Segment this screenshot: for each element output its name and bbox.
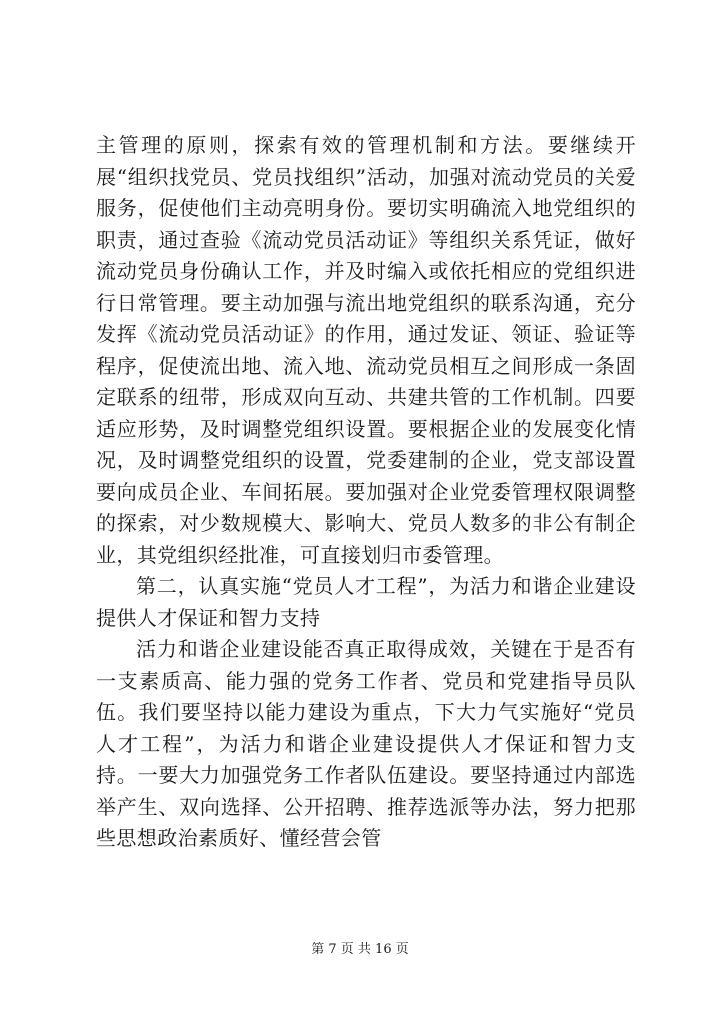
document-body bbox=[96, 130, 636, 855]
paragraph-body: 活力和谐企业建设能否真正取得成效，关键在于是否有一支素质高、能力强的党务工作者、党员和党建指导员队伍。我们要坚持以能力建设为重点，下大力气实施好“党员人才工程”，为活力和谐企业建设提供人才保证和智力支持。一要大力加强党务工作者队伍建设。要坚持通过内部选举产生、双向选择、公开招聘、推荐选派等办法，努力把那些思想政治素质好、懂经营会管 bbox=[96, 637, 636, 850]
page-number-footer: 第 7 页 共 16 页 bbox=[311, 942, 409, 957]
section-heading-paragraph: 第二，认真实施“党员人才工程”，为活力和谐企业建设提供人才保证和智力支持 bbox=[96, 574, 636, 630]
paragraph-continuation: 主管理的原则，探索有效的管理机制和方法。要继续开展“组织找党员、党员找组织”活动，加强对流动党员的关爱服务，促使他们主动亮明身份。要切实明确流入地党组织的职责，通过查验《流动党员活动证》等组织关系凭证，做好流动党员身份确认工作，并及时编入或依托相应的党组织进行日常管理。要主动加强与流出地党组织的联系沟通，充分发挥《流动党员活动证》的作用，通过发证、领证、验证等程序，促使流出地、流入地、流动党员相互之间形成一条固定联系的纽带，形成双向互动、共建共管的工作机制。四要适应形势，及时调整党组织设置。要根据企业的发展变化情况，及时调整党组织的设置，党委建制的企业，党支部设置要向成员企业、车间拓展。要加强对企业党委管理权限调整的探索，对少数规模大、影响大、党员人数多的非公有制企业，其党组织经批准，可直接划归市委管理。 bbox=[96, 133, 636, 567]
